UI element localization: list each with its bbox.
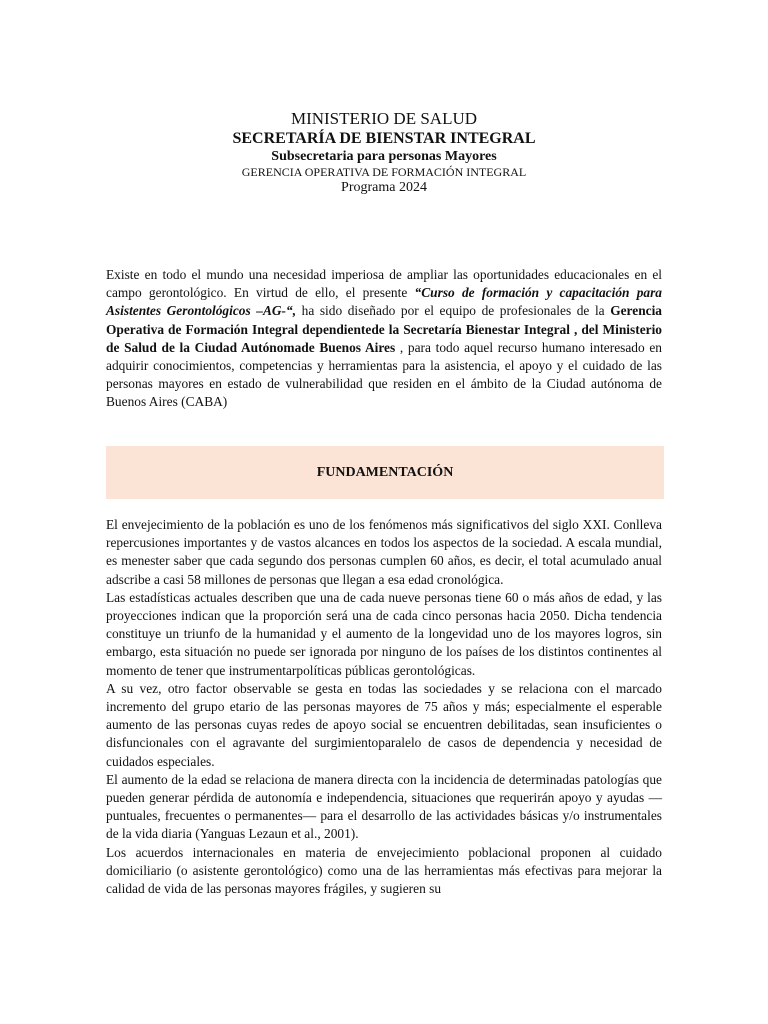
body-paragraph: Los acuerdos internacionales en materia de envejecimiento poblacional proponen al cuidado domiciliario (o asistente gerontológico) como una de las herramientas más efectivas para mejorar la calidad de vida de las personas mayores frágiles, y sugieren su — [106, 844, 662, 897]
body-paragraph: A su vez, otro factor observable se gesta en todas las sociedades y se relaciona con el marcado incremento del grupo etario de las personas mayores de 75 años y más; especialmente el esperable aumento de las personas cuyas redes de apoyo social se encuentren debilitadas, sean insuficientes o disfuncionales con el agravante del surgimientoparalelo de casos de dependencia y necesidad de cuidados especiales. — [106, 680, 662, 769]
ministry-title: MINISTERIO DE SALUD — [290, 109, 478, 128]
section-title: FUNDAMENTACIÓN — [316, 464, 454, 480]
section-heading-box — [106, 446, 664, 499]
institution-name: Gerencia Operativa de Formación Integral dependientede la Secretaría Bienestar Integral , del Ministerio de Salud de la Ciudad Autónomade Buenos Aires — [106, 303, 662, 355]
program-year: Programa 2024 — [341, 180, 427, 195]
body-paragraph: El envejecimiento de la población es uno de los fenómenos más significativos del siglo XXI. Conlleva repercusiones importantes y de vastos alcances en todos los aspectos de la sociedad. A escala mundial, es menester saber que cada segundo dos personas cumplen 60 años, es decir, el total acumulado anual adscribe a casi 58 millones de personas que llegan a esa edad cronológica. — [106, 517, 662, 587]
intro-text-middle: ha sido diseñado por el equipo de profesionales de la — [296, 303, 611, 319]
subsecretariat-title: Subsecretaria para personas Mayores — [271, 149, 497, 164]
body-paragraph: El aumento de la edad se relaciona de manera directa con la incidencia de determinadas patologías que pueden generar pérdida de autonomía e independencia, situaciones que requerirán apoyo y ayudas —puntuales, frecuentes o permanentes— para el desarrollo de las actividades básicas y/o instrumentales de la vida diaria (Yanguas Lezaun et al., 2001). — [106, 771, 662, 842]
body-paragraph: Las estadísticas actuales describen que una de cada nueve personas tiene 60 o más años de edad, y las proyecciones indican que la proporción será una de cada cinco personas hacia 2050. Dicha tendencia constituye un triunfo de la humanidad y el aumento de la longevidad uno de los mayores logros, sin embargo, esta situación no puede ser ignorada por ninguno de los países de los distintos continentes al momento de tener que instrumentarpolíticas públicas gerontológicas. — [106, 589, 662, 678]
management-title: GERENCIA OPERATIVA DE FORMACIÓN INTEGRAL — [241, 165, 527, 179]
intro-paragraph — [106, 266, 662, 412]
intro-text-start: Existe en todo el mundo una necesidad imperiosa de ampliar las oportunidades educacionales en el campo gerontológico. En virtud de ello, el presente — [106, 267, 662, 301]
course-name: “Curso de formación y capacitación para Asistentes Gerontológicos –AG-“, — [106, 285, 662, 319]
document-header — [0, 109, 768, 197]
intro-text-end: , para todo aquel recurso humano interesado en adquirir conocimientos, competencias y herramientas para la asistencia, el apoyo y el cuidado de las personas mayores en estado de vulnerabilidad que residen en el ámbito de la Ciudad autónoma de Buenos Aires (CABA) — [106, 339, 662, 410]
body-text — [106, 516, 662, 898]
secretariat-title: SECRETARÍA DE BIENSTAR INTEGRAL — [232, 130, 536, 147]
